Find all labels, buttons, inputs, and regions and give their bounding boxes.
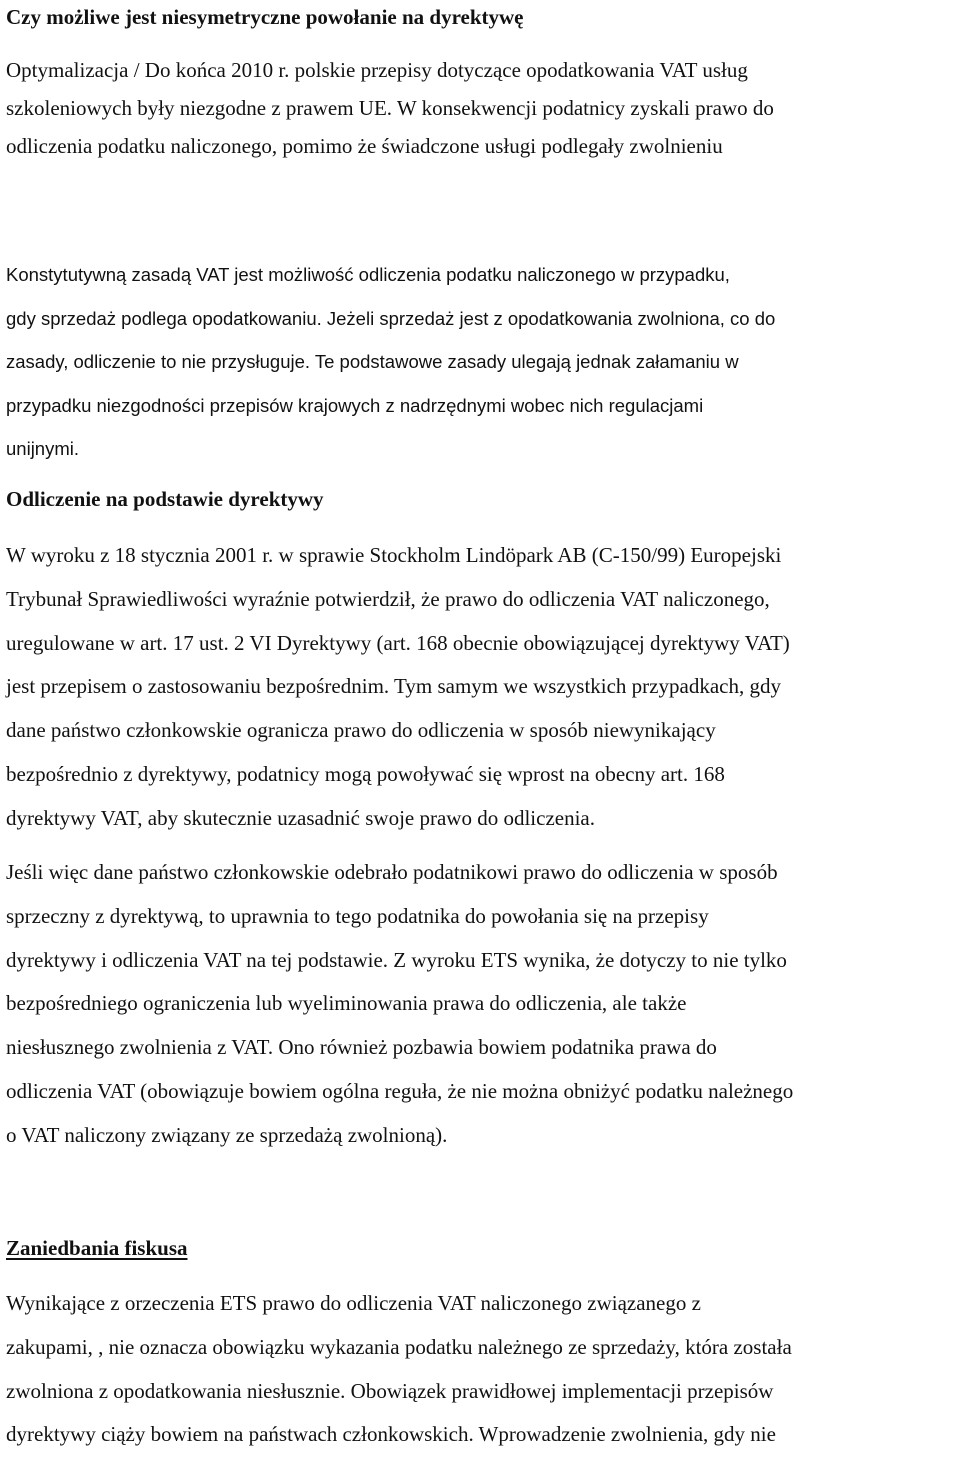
paragraph-line: gdy sprzedaż podlega opodatkowaniu. Jeżeli sprzedaż jest z opodatkowania zwolniona, co do — [6, 307, 776, 329]
paragraph-line: jest przepisem o zastosowaniu bezpośrednim. Tym samym we wszystkich przypadkach, gdy — [6, 674, 781, 699]
paragraph-line: o VAT naliczony związany ze sprzedażą zwolnioną). — [6, 1122, 448, 1147]
paragraph-line: dyrektywy VAT, aby skutecznie uzasadnić swoje prawo do odliczenia. — [6, 805, 595, 830]
paragraph-line: zakupami, , nie oznacza obowiązku wykazania podatku należnego ze sprzedaży, która została — [6, 1334, 792, 1359]
paragraph-line: dyrektywy ciąży bowiem na państwach członkowskich. Wprowadzenie zwolnienia, gdy nie — [6, 1422, 776, 1447]
paragraph-line: bezpośrednio z dyrektywy, podatnicy mogą powoływać się wprost na obecny art. 168 — [6, 761, 725, 786]
paragraph-line: niesłusznego zwolnienia z VAT. Ono również pozbawia bowiem podatnika prawa do — [6, 1035, 717, 1060]
paragraph-line: odliczenia VAT (obowiązuje bowiem ogólna reguła, że nie można obniżyć podatku należnego — [6, 1078, 794, 1103]
paragraph-line: Trybunał Sprawiedliwości wyraźnie potwierdził, że prawo do odliczenia VAT naliczonego, — [6, 586, 770, 611]
paragraph-line: Jeśli więc dane państwo członkowskie odebrało podatnikowi prawo do odliczenia w sposób — [6, 860, 778, 884]
paragraph-line: dyrektywy i odliczenia VAT na tej podstawie. Z wyroku ETS wynika, że dotyczy to nie tylko — [6, 947, 787, 972]
paragraph-line: zwolniona z opodatkowania niesłusznie. Obowiązek prawidłowej implementacji przepisów — [6, 1378, 774, 1403]
section-heading: Zaniedbania fiskusa — [6, 1236, 188, 1260]
paragraph-4 — [6, 1282, 956, 1457]
paragraph-line: zasady, odliczenie to nie przysługuje. Te podstawowe zasady ulegają jednak załamaniu w — [6, 351, 739, 372]
section-heading: Odliczenie na podstawie dyrektywy — [6, 487, 324, 511]
paragraph-3 — [6, 851, 956, 1158]
paragraph-line: uregulowane w art. 17 ust. 2 VI Dyrektywy (art. 168 obecnie obowiązującej dyrektywy VAT) — [6, 630, 790, 655]
paragraph-line: sprzeczny z dyrektywą, to uprawnia to tego podatnika do powołania się na przepisy — [6, 903, 709, 928]
intro-line: odliczenia podatku naliczonego, pomimo że świadczone usługi podlegały zwolnieniu — [6, 134, 723, 158]
paragraph-2 — [6, 534, 956, 841]
paragraph-line: Konstytutywną zasadą VAT jest możliwość odliczenia podatku naliczonego w przypadku, — [6, 264, 730, 285]
document-title: Czy możliwe jest niesymetryczne powołanie na dyrektywę — [6, 5, 524, 29]
paragraph-1 — [6, 253, 956, 471]
paragraph-line: dane państwo członkowskie ogranicza prawo do odliczenia w sposób niewynikający — [6, 718, 716, 743]
intro-line: Optymalizacja / Do końca 2010 r. polskie przepisy dotyczące opodatkowania VAT usług — [6, 58, 748, 82]
paragraph-line: przypadku niezgodności przepisów krajowych z nadrzędnymi wobec nich regulacjami — [6, 394, 704, 416]
paragraph-line: unijnymi. — [6, 438, 79, 459]
paragraph-line: W wyroku z 18 stycznia 2001 r. w sprawie Stockholm Lindöpark AB (C-150/99) Europejski — [6, 543, 782, 567]
intro-paragraph — [6, 51, 954, 165]
paragraph-line: bezpośredniego ograniczenia lub wyeliminowania prawa do odliczenia, ale także — [6, 991, 687, 1016]
intro-line: szkoleniowych były niezgodne z prawem UE. W konsekwencji podatnicy zyskali prawo do — [6, 96, 774, 120]
paragraph-line: Wynikające z orzeczenia ETS prawo do odliczenia VAT naliczonego związanego z — [6, 1291, 701, 1315]
